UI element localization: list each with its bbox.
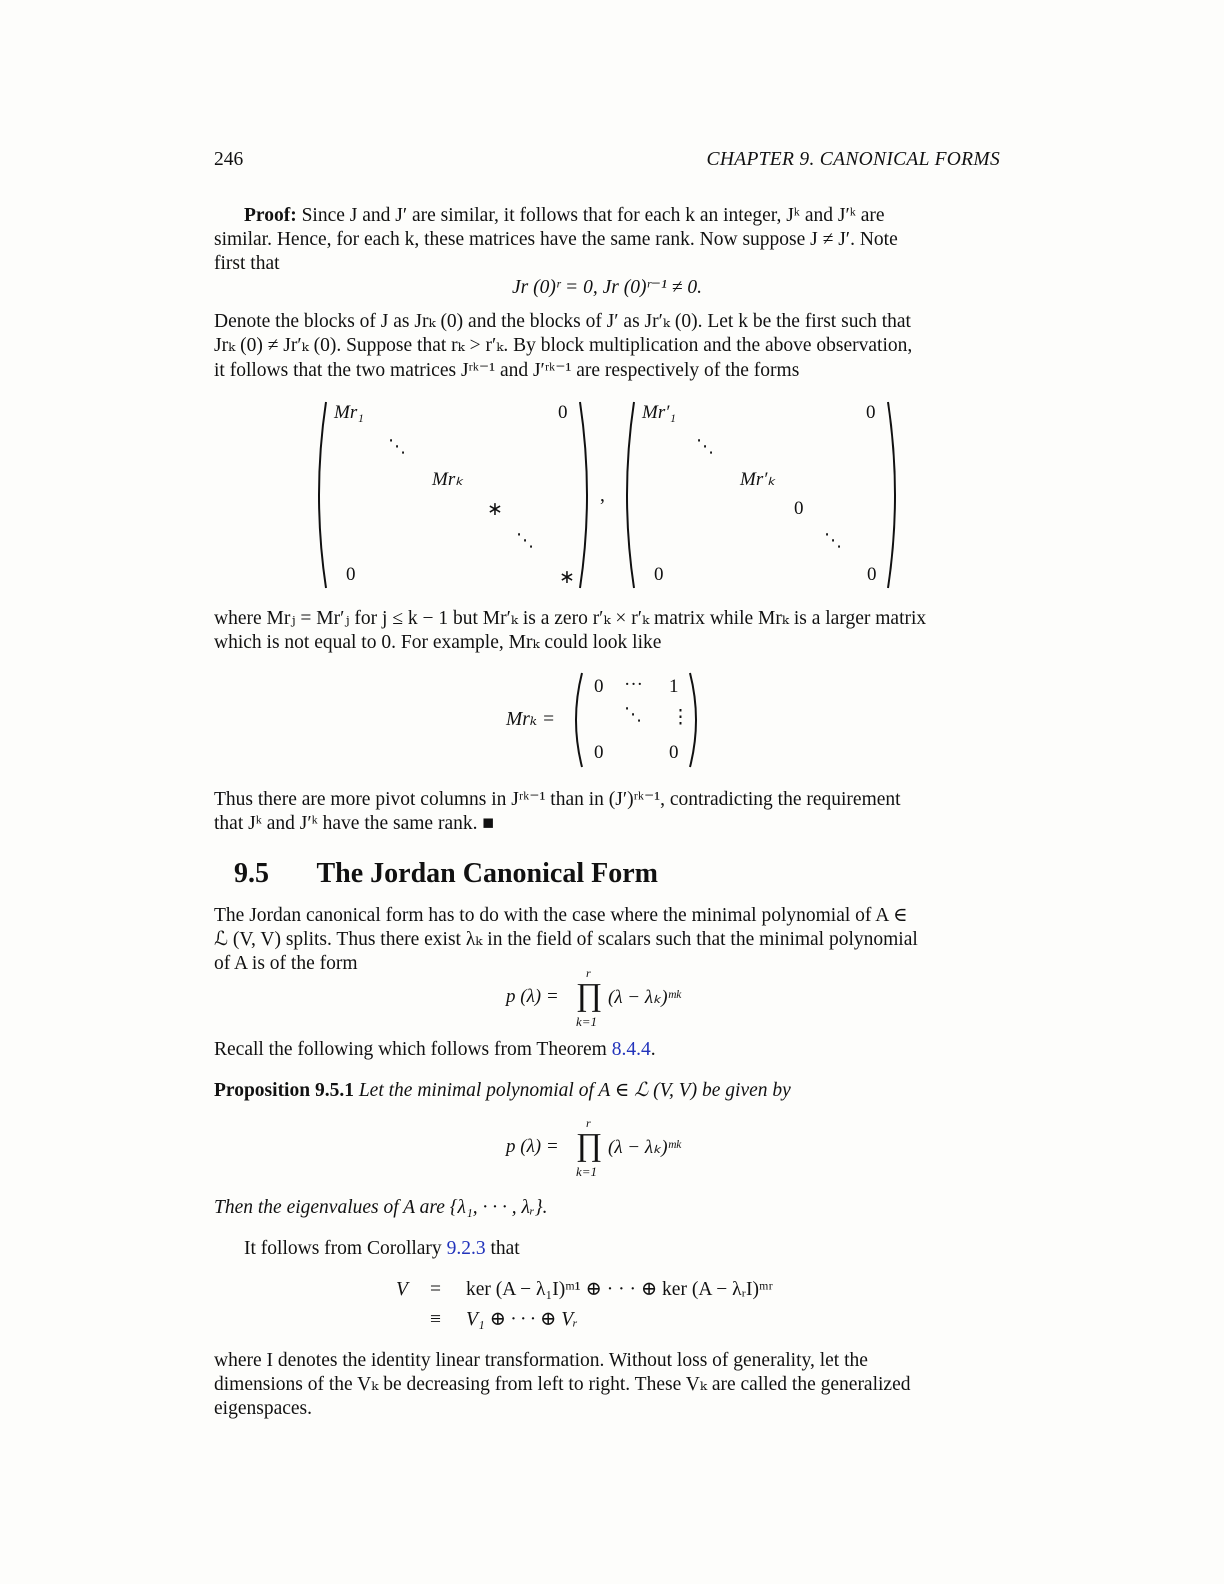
matrix-parentheses: [616, 398, 906, 592]
body-line-3: of A is of the form: [214, 953, 358, 974]
section-title: The Jordan Canonical Form: [316, 858, 658, 889]
matrix-parentheses: [308, 398, 598, 592]
example-lhs: Mrₖ =: [506, 709, 555, 730]
recall-text: Recall the following which follows from Theorem: [214, 1039, 607, 1060]
eq-equals: =: [430, 1279, 441, 1300]
proof-line-2: similar. Hence, for each k, these matrices have the same rank. Now suppose J ≠ J′. Note: [214, 229, 898, 250]
block-matrix-right: [616, 398, 906, 592]
zero-bottom-left: 0: [346, 564, 356, 585]
proof-line-5: Jrₖ (0) ≠ Jr′ₖ (0). Suppose that rₖ > r′ₖ. By block multiplication and the above observation,: [214, 335, 913, 356]
zero-top-right: 0: [558, 402, 568, 423]
entry-b: 1: [669, 676, 679, 697]
proposition-conclusion: Then the eigenvalues of A are {λ₁, · · · , λᵣ}.: [214, 1197, 548, 1218]
diagonal-dots: ⋱: [388, 436, 406, 457]
follows-end: that: [490, 1238, 520, 1259]
product-upper: r: [586, 1116, 591, 1130]
qed-symbol: ■: [482, 813, 495, 834]
product-formula: [506, 966, 726, 1032]
body-line-6: eigenspaces.: [214, 1398, 312, 1419]
product-upper: r: [586, 966, 591, 980]
example-matrix: [568, 670, 704, 770]
follows-text: It follows from Corollary: [244, 1238, 442, 1259]
zero-top-right: 0: [866, 402, 876, 423]
eq-equiv: ≡: [430, 1309, 441, 1330]
product-term: (λ − λₖ)ᵐᵏ: [608, 1137, 681, 1158]
theorem-link[interactable]: 8.4.4: [611, 1039, 651, 1060]
product-lower: k=1: [576, 1014, 598, 1029]
star-bottom-right: ∗: [559, 567, 575, 588]
body-line-1: The Jordan canonical form has to do with the case where the minimal polynomial of A ∈: [214, 905, 908, 926]
proposition-label: Proposition 9.5.1: [214, 1080, 354, 1101]
page-number: 246: [214, 149, 244, 170]
proof-line-7: where Mrⱼ = Mr′ⱼ for j ≤ k − 1 but Mr′ₖ is a zero r′ₖ × r′ₖ matrix while Mrₖ is a larger matrix: [214, 608, 927, 629]
formula-lhs: p (λ) =: [506, 986, 559, 1007]
proof-line-10: [214, 812, 1000, 836]
entry-a: 0: [594, 676, 604, 697]
proposition-line: [214, 1079, 1000, 1103]
diagonal-dots: ⋱: [516, 530, 534, 551]
running-title: CHAPTER 9. CANONICAL FORMS: [706, 149, 1000, 170]
corollary-link[interactable]: 9.2.3: [446, 1238, 486, 1259]
body-line-4: where I denotes the identity linear transformation. Without loss of generality, let the: [214, 1350, 868, 1371]
recall-line: [214, 1038, 1000, 1062]
body-line-2: ℒ (V, V) splits. Thus there exist λₖ in the field of scalars such that the minimal polynomial: [214, 929, 918, 950]
diagonal-dots: ⋱: [824, 530, 842, 551]
diagonal-dots: ⋱: [696, 436, 714, 457]
proof-line-9: Thus there are more pivot columns in Jʳᵏ⁻¹ than in (J′)ʳᵏ⁻¹, contradicting the requirement: [214, 789, 901, 810]
star-mid: ∗: [487, 499, 503, 520]
proof-line-4: Denote the blocks of J as Jrₖ (0) and the blocks of J′ as Jr′ₖ (0). Let k be the first such that: [214, 311, 911, 332]
zero-bottom-right: 0: [867, 564, 877, 585]
block-m-r1: Mr₁: [334, 402, 364, 423]
proof-line-6: it follows that the two matrices Jʳᵏ⁻¹ and J′ʳᵏ⁻¹ are respectively of the forms: [214, 360, 800, 381]
block-m-rk: Mrₖ: [432, 469, 464, 490]
eq-direct-sum: ker (A − λ₁I)ᵐ¹ ⊕ · · · ⊕ ker (A − λᵣI)ᵐʳ: [466, 1279, 773, 1300]
recall-end: .: [650, 1039, 656, 1060]
product-sign: ∏: [576, 1126, 603, 1162]
block-m-rk-prime: Mr′ₖ: [740, 469, 776, 490]
entry-d: 0: [669, 742, 679, 763]
diagonal-dots: ⋱: [624, 704, 642, 725]
entry-c: 0: [594, 742, 604, 763]
equation-jr: Jr (0)ʳ = 0, Jr (0)ʳ⁻¹ ≠ 0.: [511, 277, 702, 298]
proof-line-1: [214, 204, 1000, 228]
proof-line-8: which is not equal to 0. For example, Mrₖ could look like: [214, 632, 662, 653]
matrix-comma: ,: [600, 485, 605, 506]
product-formula: [506, 1116, 726, 1182]
formula-lhs: p (λ) =: [506, 1136, 559, 1157]
zero-bottom-left: 0: [654, 564, 664, 585]
body-line-5: dimensions of the Vₖ be decreasing from left to right. These Vₖ are called the generalized: [214, 1374, 911, 1395]
horizontal-dots: ···: [624, 674, 643, 695]
zero-mid: 0: [794, 498, 804, 519]
eq-v-lhs: V: [396, 1279, 408, 1300]
product-lower: k=1: [576, 1164, 598, 1179]
vertical-dots: ⋮: [671, 707, 690, 728]
proof-label: Proof:: [244, 205, 297, 226]
product-term: (λ − λₖ)ᵐᵏ: [608, 987, 681, 1008]
follows-line: [214, 1237, 1000, 1261]
proof-text-10: that Jᵏ and J′ᵏ have the same rank.: [214, 813, 478, 834]
block-m-r1-prime: Mr′₁: [642, 402, 676, 423]
product-sign: ∏: [576, 976, 603, 1012]
section-number: 9.5: [234, 858, 269, 889]
eq-v-sum: V₁ ⊕ · · · ⊕ Vᵣ: [466, 1309, 578, 1330]
proposition-text: Let the minimal polynomial of A ∈ ℒ (V, V) be given by: [358, 1080, 791, 1101]
proof-text-1: Since J and J′ are similar, it follows that for each k an integer, Jᵏ and J′ᵏ are: [301, 205, 885, 226]
proof-line-3: first that: [214, 253, 280, 274]
block-matrix-left: [308, 398, 598, 592]
section-heading: [234, 858, 658, 890]
